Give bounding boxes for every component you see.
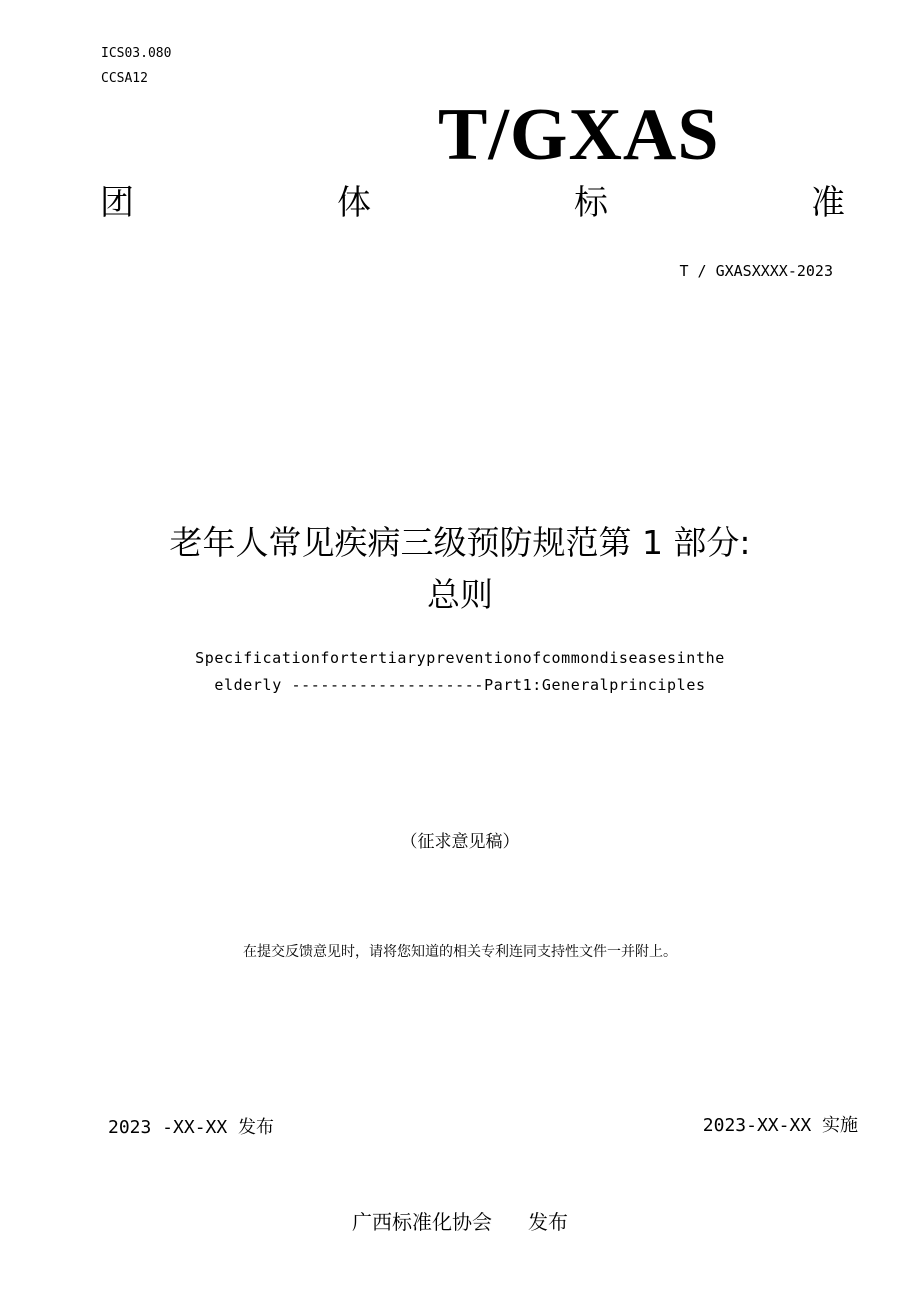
draft-label: （征求意见稿） xyxy=(400,832,520,851)
patent-notice: 在提交反馈意见时，请将您知道的相关专利连同支持性文件一并附上。 xyxy=(243,944,677,960)
publisher-action: 发布 xyxy=(528,1210,568,1234)
ccs-code: CCSA12 xyxy=(101,71,148,86)
document-title xyxy=(0,517,920,621)
english-title xyxy=(0,645,920,699)
publisher-line xyxy=(0,1206,920,1235)
english-title-line-1: Specificationfortertiarypreventionofcommondiseasesinthe xyxy=(195,649,725,667)
title-line-2: 总则 xyxy=(427,575,493,614)
document-type xyxy=(100,183,845,223)
english-title-line-2: elderly --------------------Part1:Generalprinciples xyxy=(214,676,706,694)
ics-code: ICS03.080 xyxy=(101,46,172,61)
implementation-date: 2023-XX-XX 实施 xyxy=(702,1115,858,1136)
standard-number: T / GXASXXXX-2023 xyxy=(679,262,833,280)
title-line-1: 老年人常见疾病三级预防规范第 1 部分: xyxy=(169,523,751,562)
doc-type-char: 标 xyxy=(574,183,608,223)
standard-logo: T/GXAS xyxy=(438,94,720,176)
doc-type-char: 准 xyxy=(811,183,845,223)
doc-type-char: 团 xyxy=(100,183,134,223)
publisher-name: 广西标准化协会 xyxy=(352,1210,492,1234)
issue-date: 2023 -XX-XX 发布 xyxy=(108,1117,275,1138)
doc-type-char: 体 xyxy=(337,183,371,223)
